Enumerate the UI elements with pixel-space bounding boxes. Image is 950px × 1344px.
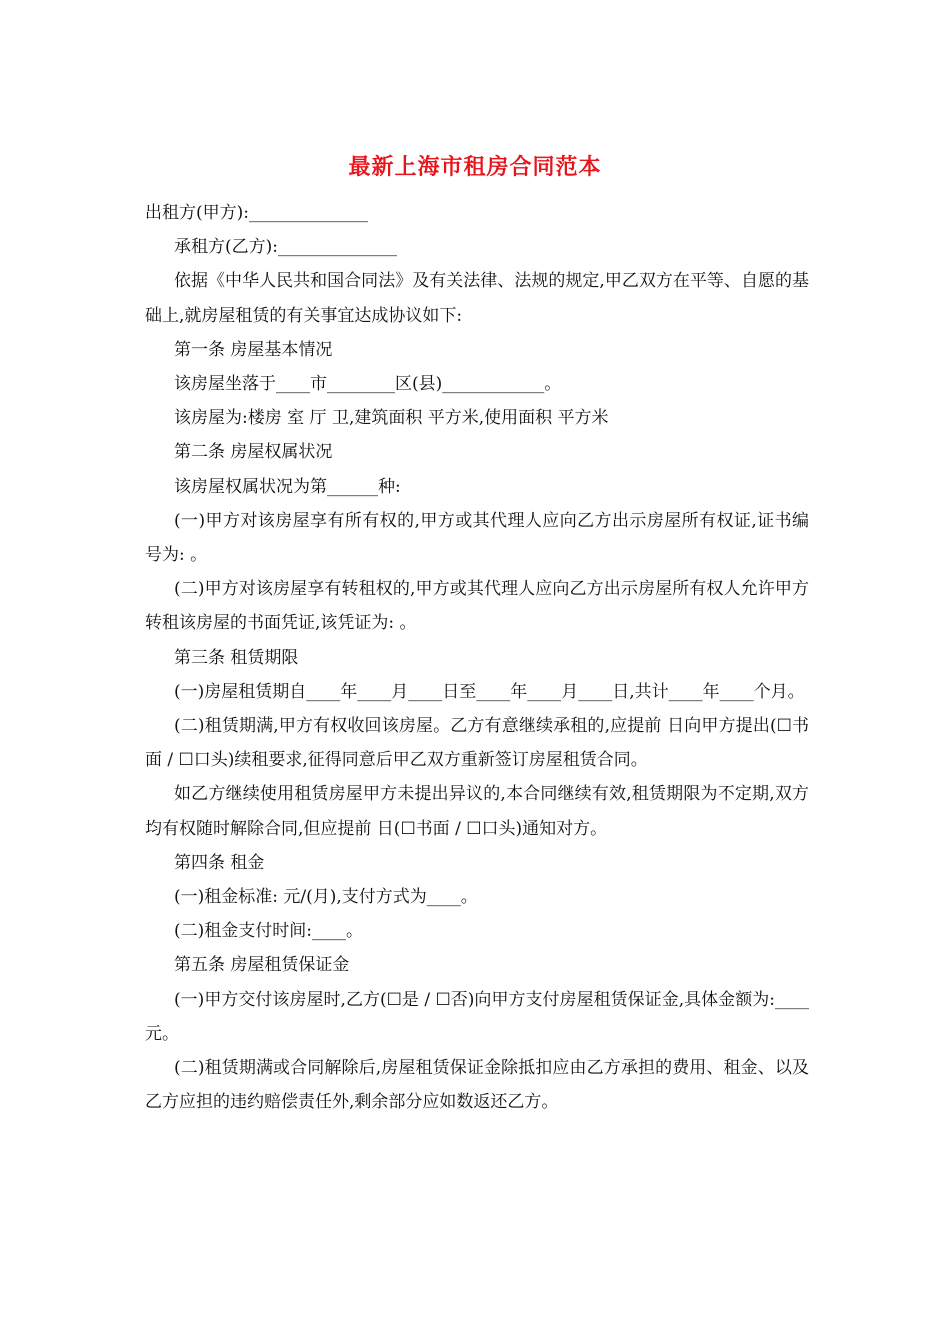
ownership-type-line: 该房屋权属状况为第______种: xyxy=(174,476,401,497)
document-body xyxy=(145,196,809,1119)
article-3-heading: 第三条 租赁期限 xyxy=(174,647,299,668)
deposit-clause-2: (二)租赁期满或合同解除后,房屋租赁保证金除抵扣应由乙方承担的费用、租金、以及乙方应担的违约赔偿责任外,剩余部分应如数返还乙方。 xyxy=(145,1058,809,1113)
preamble-paragraph: 依据《中华人民共和国合同法》及有关法律、法规的规定,甲乙双方在平等、自愿的基础上,就房屋租赁的有关事宜达成协议如下: xyxy=(145,271,809,326)
article-2-heading: 第二条 房屋权属状况 xyxy=(174,442,333,463)
document-title: 最新上海市租房合同范本 xyxy=(348,154,602,180)
rent-standard-line: (一)租金标准: 元/(月),支付方式为____。 xyxy=(174,887,478,908)
article-5-heading: 第五条 房屋租赁保证金 xyxy=(174,955,350,976)
property-layout-line: 该房屋为:楼房 室 厅 卫,建筑面积 平方米,使用面积 平方米 xyxy=(174,408,609,429)
property-location-line: 该房屋坐落于____市________区(县)____________。 xyxy=(174,374,562,395)
rent-payment-time-line: (二)租金支付时间:____。 xyxy=(174,921,363,942)
article-4-heading: 第四条 租金 xyxy=(174,852,265,873)
lessee-line: 承租方(乙方):______________ xyxy=(174,237,397,258)
article-1-heading: 第一条 房屋基本情况 xyxy=(174,339,333,360)
deposit-clause-1: (一)甲方交付该房屋时,乙方(☐是 / ☐否)向甲方支付房屋租赁保证金,具体金额为:____元。 xyxy=(145,989,809,1044)
ownership-clause-1: (一)甲方对该房屋享有所有权的,甲方或其代理人应向乙方出示房屋所有权证,证书编号为: 。 xyxy=(145,510,809,566)
ownership-clause-2: (二)甲方对该房屋享有转租权的,甲方或其代理人应向乙方出示房屋所有权人允许甲方转租该房屋的书面凭证,该凭证为: 。 xyxy=(145,579,809,634)
lessor-line: 出租方(甲方):______________ xyxy=(145,203,368,223)
lease-term-clause-1: (一)房屋租赁期自____年____月____日至____年____月____日,共计____年____个月。 xyxy=(174,681,805,702)
lease-term-clause-2: (二)租赁期满,甲方有权收回该房屋。乙方有意继续承租的,应提前 日向甲方提出(☐书面 / ☐口头)续租要求,征得同意后甲乙双方重新签订房屋租赁合同。 xyxy=(145,716,809,771)
lease-term-clause-3: 如乙方继续使用租赁房屋甲方未提出异议的,本合同继续有效,租赁期限为不定期,双方均有权随时解除合同,但应提前 日(☐书面 / ☐口头)通知对方。 xyxy=(145,784,809,839)
